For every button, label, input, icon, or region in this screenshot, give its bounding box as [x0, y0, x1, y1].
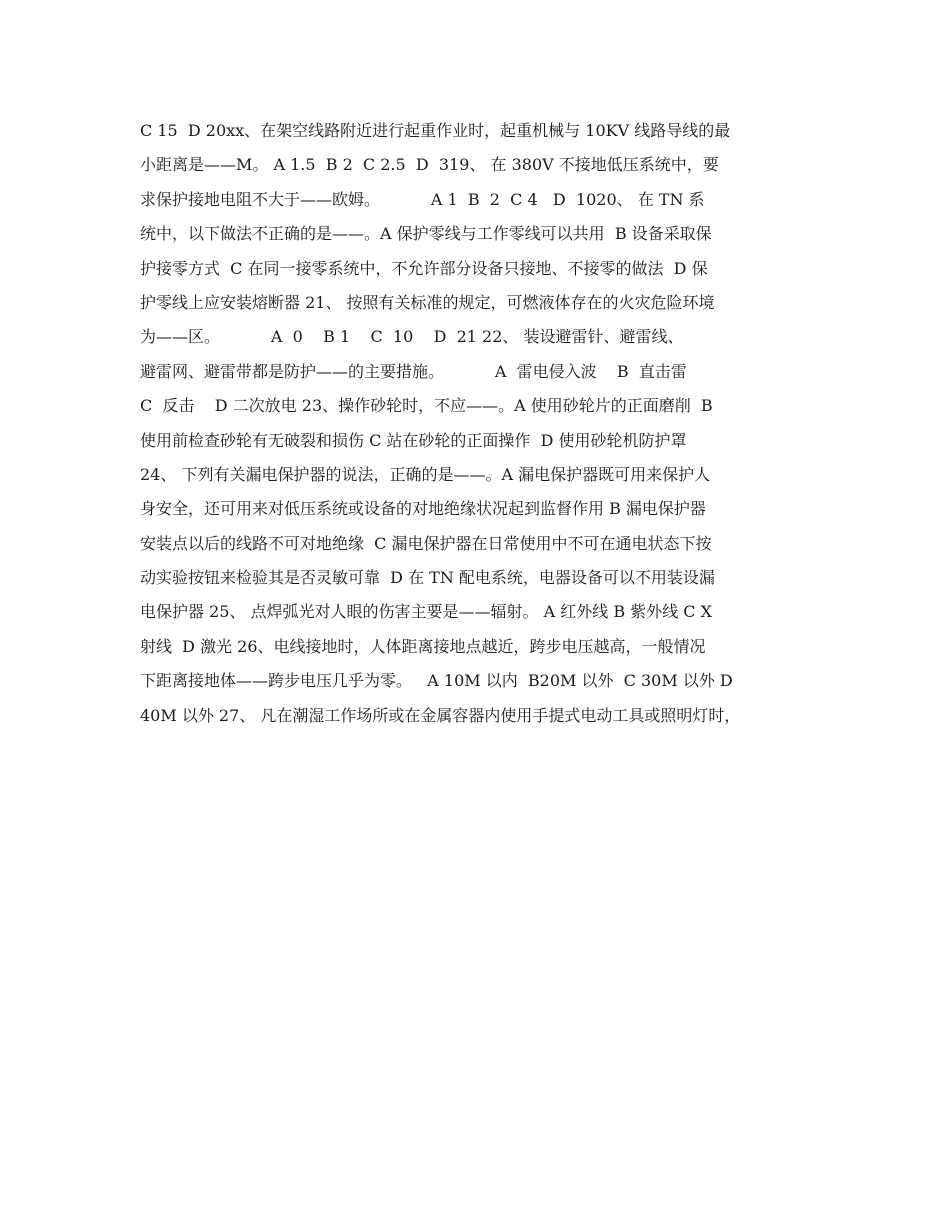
document-body: [140, 114, 820, 733]
text-line: 使用前检查砂轮有无破裂和损伤 C 站在砂轮的正面操作 D 使用砂轮机防护罩: [140, 430, 687, 450]
text-line: 小距离是——M。 A 1.5 B 2 C 2.5 D 319、 在 380V 不接地低压系统中，要: [140, 155, 719, 175]
text-line: 下距离接地体——跨步电压几乎为零。 A 10M 以内 B20M 以外 C 30M 以外 D: [140, 671, 733, 691]
text-line: 护零线上应安装熔断器 21、 按照有关标准的规定，可燃液体存在的火灾危险环境: [140, 292, 715, 312]
text-line: 40M 以外 27、 凡在潮湿工作场所或在金属容器内使用手提式电动工具或照明灯时，: [140, 705, 741, 725]
text-line: 求保护接地电阻不大于——欧姆。 A 1 B 2 C 4 D 1020、 在 TN 系: [140, 189, 705, 209]
text-line: 安装点以后的线路不可对地绝缘 C 漏电保护器在日常使用中不可在通电状态下按: [140, 533, 712, 553]
text-line: 避雷网、避雷带都是防护——的主要措施。 A 雷电侵入波 B 直击雷: [140, 361, 687, 381]
text-line: 身安全，还可用来对低压系统或设备的对地绝缘状况起到监督作用 B 漏电保护器: [140, 499, 706, 519]
text-line: C 15 D 20xx、在架空线路附近进行起重作业时，起重机械与 10KV 线路导线的最: [140, 121, 731, 140]
text-line: 为——区。 A 0 B 1 C 10 D 21 22、 装设避雷针、避雷线、: [140, 327, 684, 347]
text-line: 统中，以下做法不正确的是——。A 保护零线与工作零线可以共用 B 设备采取保: [140, 224, 712, 244]
text-line: 24、 下列有关漏电保护器的说法，正确的是——。A 漏电保护器既可用来保护人: [140, 464, 711, 484]
text-line: C 反击 D 二次放电 23、操作砂轮时，不应——。A 使用砂轮片的正面磨削 B: [140, 396, 713, 416]
text-line: 射线 D 激光 26、电线接地时，人体距离接地点越近，跨步电压越高，一般情况: [140, 636, 706, 656]
text-line: 电保护器 25、 点焊弧光对人眼的伤害主要是——辐射。 A 红外线 B 紫外线 C X: [140, 602, 712, 622]
text-line: 护接零方式 C 在同一接零系统中，不允许部分设备只接地、不接零的做法 D 保: [140, 258, 708, 278]
text-line: 动实验按钮来检验其是否灵敏可靠 D 在 TN 配电系统，电器设备可以不用装设漏: [140, 568, 715, 588]
